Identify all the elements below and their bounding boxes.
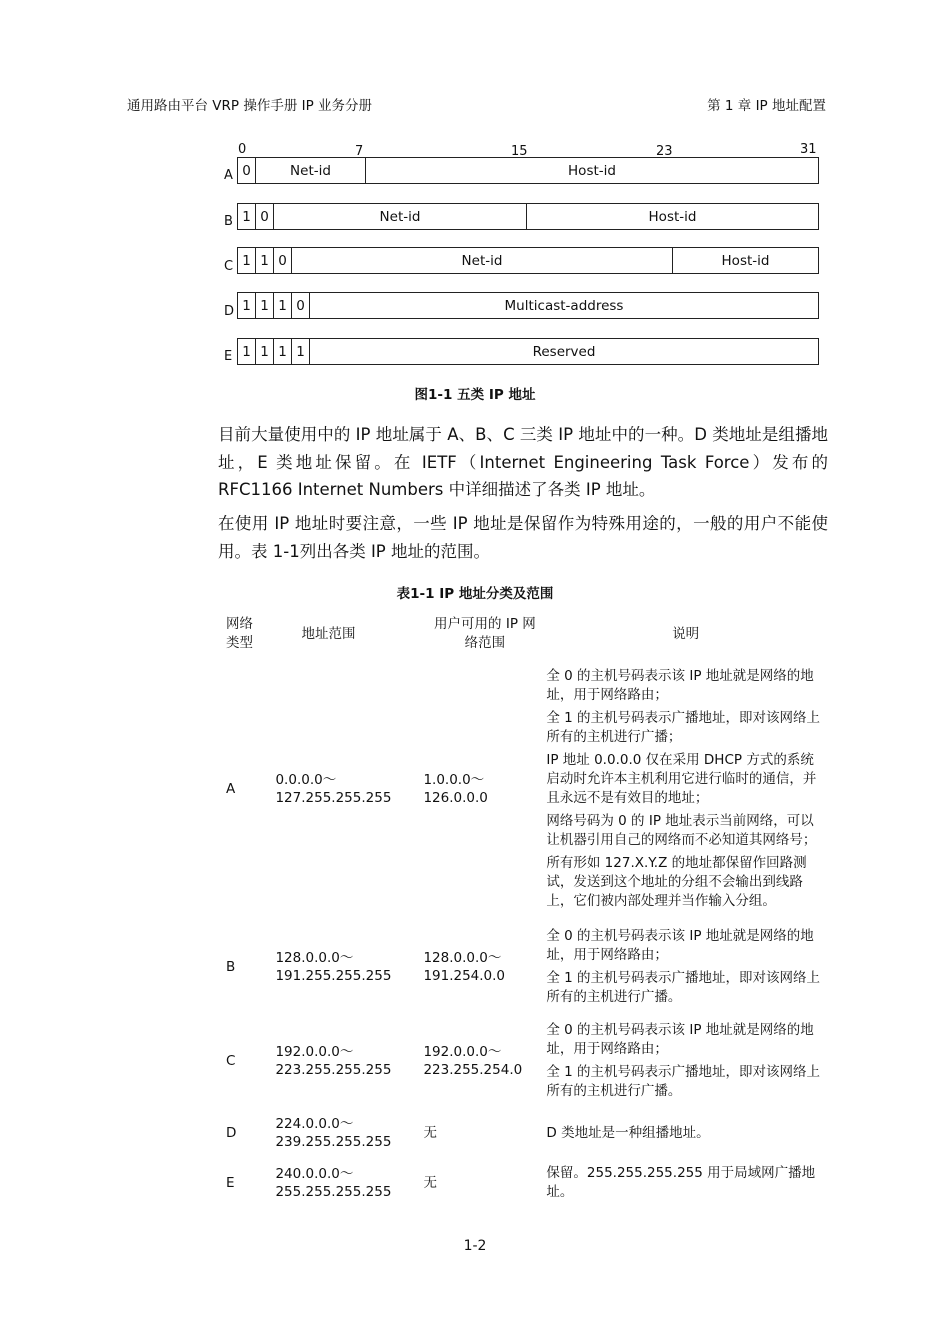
class-c-bit: 1	[256, 248, 274, 273]
bit-number-31: 31	[800, 142, 817, 157]
class-d-label: D	[224, 304, 235, 319]
header-address-range: 地址范围	[301, 625, 356, 642]
table-caption: 表1-1 IP 地址分类及范围	[396, 586, 554, 602]
note: 全 0 的主机号码表示该 IP 地址就是网络的地址，用于网络路由；	[546, 668, 814, 703]
class-c-host-id: Host-id	[721, 252, 770, 269]
class-b-bit: 1	[238, 204, 256, 229]
class-e-bit: 1	[292, 339, 310, 364]
row-usable: 192.0.0.0～ 223.255.254.0	[423, 1043, 523, 1078]
class-e-reserved: Reserved	[532, 343, 596, 360]
paragraph-2: 在使用 IP 地址时要注意，一些 IP 地址是保留作为特殊用途的，一般的用户不能使用。表 1-1列出各类 IP 地址的范围。	[218, 514, 828, 561]
header-description: 说明	[672, 625, 700, 642]
note: 全 0 的主机号码表示该 IP 地址就是网络的地址，用于网络路由；	[546, 1022, 814, 1057]
row-notes	[546, 1108, 825, 1158]
class-e-bit: 1	[256, 339, 274, 364]
ip-range-table	[220, 610, 825, 1208]
class-e-bit: 1	[238, 339, 256, 364]
row-range: 128.0.0.0～ 191.255.255.255	[275, 949, 392, 984]
class-c-net-id: Net-id	[292, 248, 673, 273]
bit-number-0: 0	[238, 142, 247, 157]
class-c-label: C	[224, 259, 234, 274]
class-b-host-id: Host-id	[648, 208, 697, 225]
class-b-row	[237, 203, 819, 230]
class-d-bit: 1	[274, 293, 292, 318]
note: D 类地址是一种组播地址。	[546, 1124, 710, 1141]
row-range: 192.0.0.0～ 223.255.255.255	[275, 1043, 392, 1078]
note: 全 0 的主机号码表示该 IP 地址就是网络的地址，用于网络路由；	[546, 928, 814, 963]
header-usable-range: 用户可用的 IP 网 络范围	[434, 616, 536, 651]
class-e-row	[237, 338, 819, 365]
class-d-bit: 1	[256, 293, 274, 318]
class-b-net-id: Net-id	[274, 204, 527, 229]
class-a-row	[237, 157, 819, 184]
row-usable: 无	[423, 1124, 437, 1141]
table-header-row	[220, 610, 825, 658]
table-row	[220, 1014, 825, 1108]
row-notes	[546, 920, 825, 1014]
class-b-label: B	[224, 214, 233, 229]
class-c-bit: 1	[238, 248, 256, 273]
row-notes	[546, 658, 825, 920]
class-d-bit: 0	[292, 293, 310, 318]
row-range: 240.0.0.0～ 255.255.255.255	[275, 1165, 392, 1200]
note: 保留。255.255.255.255 用于局域网广播地址。	[546, 1165, 816, 1200]
table-row	[220, 920, 825, 1014]
page-number: 1-2	[463, 1238, 487, 1254]
header-network-type: 网络 类型	[226, 616, 253, 651]
figure-caption: 图1-1 五类 IP 地址	[414, 387, 536, 403]
row-type: A	[226, 780, 236, 797]
class-d-bit: 1	[238, 293, 256, 318]
paragraph-1: 目前大量使用中的 IP 地址属于 A、B、C 三类 IP 地址中的一种。D 类地址是组播地址，E 类地址保留。在 IETF（Internet Engineering Task Force）发布的 RFC1166 Internet Numbers 中详细描述了各类 IP 地址。	[218, 425, 828, 499]
row-usable: 1.0.0.0～ 126.0.0.0	[423, 771, 488, 806]
header-left: 通用路由平台 VRP 操作手册 IP 业务分册	[127, 98, 373, 114]
note: 所有形如 127.X.Y.Z 的地址都保留作回路测试，发送到这个地址的分组不会输出到线路上，它们被内部处理并当作输入分组。	[546, 855, 807, 909]
class-e-label: E	[224, 349, 233, 364]
note: 全 1 的主机号码表示广播地址，即对该网络上所有的主机进行广播；	[546, 710, 821, 745]
row-type: B	[226, 958, 236, 975]
note: IP 地址 0.0.0.0 仅在采用 DHCP 方式的系统启动时允许本主机利用它进行临时的通信，并且永远不是有效目的地址；	[546, 752, 817, 806]
class-a-bit: 0	[238, 158, 256, 183]
row-range: 224.0.0.0～ 239.255.255.255	[275, 1115, 392, 1150]
row-type: E	[226, 1174, 235, 1191]
ip-class-figure	[222, 142, 822, 374]
row-type: C	[226, 1052, 236, 1069]
table-row	[220, 658, 825, 920]
row-notes	[546, 1158, 825, 1208]
bit-number-23: 23	[656, 144, 673, 159]
class-a-host-id: Host-id	[568, 162, 616, 179]
class-e-bit: 1	[274, 339, 292, 364]
class-d-multicast-address: Multicast-address	[504, 297, 624, 314]
row-usable: 128.0.0.0～ 191.254.0.0	[423, 949, 506, 984]
bit-number-7: 7	[355, 144, 364, 159]
class-d-row	[237, 292, 819, 319]
note: 网络号码为 0 的 IP 地址表示当前网络，可以让机器引用自己的网络而不必知道其网络号；	[546, 813, 817, 848]
class-a-net-id: Net-id	[256, 158, 366, 183]
bit-number-15: 15	[511, 144, 528, 159]
row-range: 0.0.0.0～ 127.255.255.255	[275, 771, 392, 806]
table-row	[220, 1108, 825, 1158]
row-notes	[546, 1014, 825, 1108]
note: 全 1 的主机号码表示广播地址，即对该网络上所有的主机进行广播。	[546, 1064, 821, 1099]
class-b-bit: 0	[256, 204, 274, 229]
class-a-label: A	[224, 168, 233, 183]
row-usable: 无	[423, 1174, 437, 1191]
table-row	[220, 1158, 825, 1208]
row-type: D	[226, 1124, 237, 1141]
note: 全 1 的主机号码表示广播地址，即对该网络上所有的主机进行广播。	[546, 970, 821, 1005]
header-right: 第 1 章 IP 地址配置	[707, 98, 826, 114]
class-c-bit: 0	[274, 248, 292, 273]
class-c-row	[237, 247, 819, 274]
